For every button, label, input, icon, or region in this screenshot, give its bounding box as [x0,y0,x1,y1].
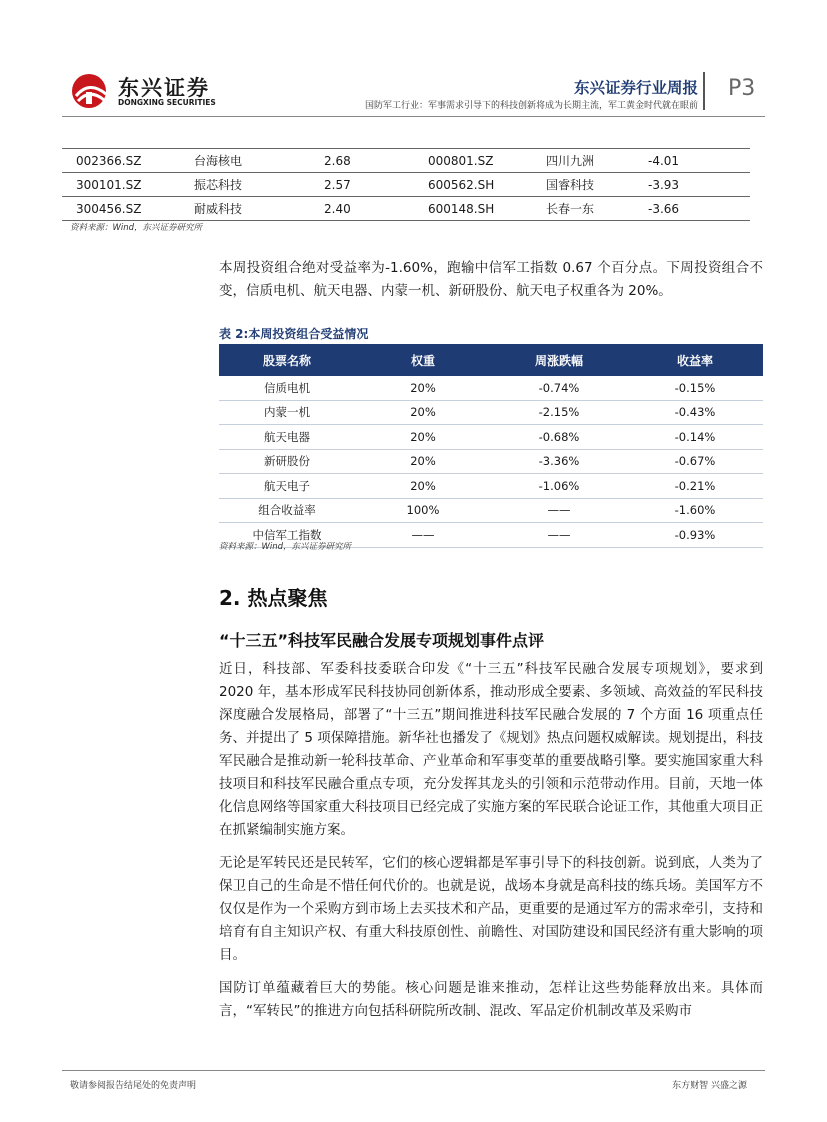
table-cell: -0.21% [627,474,763,499]
table-cell: -1.60% [627,498,763,523]
table-cell: 20% [355,376,491,400]
table-cell: -1.06% [491,474,627,499]
table-cell: 600562.SH [414,173,532,197]
table-cell: 航天电子 [219,474,355,499]
table-row [219,376,763,400]
table-cell: 2.57 [310,173,414,197]
table-cell: 新研股份 [219,449,355,474]
table-cell: 300456.SZ [62,197,180,221]
section-subtitle: “十三五”科技军民融合发展专项规划事件点评 [219,631,545,650]
table-cell: —— [491,523,627,548]
table-cell: -3.93 [634,173,750,197]
table-cell: -0.15% [627,376,763,400]
table-cell: -0.74% [491,376,627,400]
table-cell: 2.40 [310,197,414,221]
summary-paragraph [219,257,763,313]
table-cell: 台海核电 [180,149,310,173]
table-cell: -0.67% [627,449,763,474]
portfolio-table [219,344,763,548]
table-cell: 航天电器 [219,425,355,450]
body-paragraph: 国防订单蕴藏着巨大的势能。核心问题是谁来推动，怎样让这些势能释放出来。具体而言，“军转民”的推进方向包括科研院所改制、混改、军品定价机制改革及采购市 [219,980,763,1019]
table-cell: 600148.SH [414,197,532,221]
logo-chinese-name: 东兴证券 [118,76,210,100]
column-header: 股票名称 [219,344,355,376]
footer-slogan: 东方财智 兴盛之源 [672,1081,747,1091]
table-cell: -0.93% [627,523,763,548]
body-paragraph: 近日，科技部、军委科技委联合印发《“十三五”科技军民融合发展专项规划》，要求到 2020 年，基本形成军民科技协同创新体系，推动形成全要素、多领域、高效益的军民科技深度融合发展格局，部署了“十三五”期间推进科技军民融合发展的 7 个方面 16 项重点任务、并提出了 5 项保障措施。新华社也播发了《规划》热点问题权威解读。规划提出，科技军民融合是推动新一轮科技革命、产业革命和军事变革的重要战略引擎。要实施国家重大科技项目和科技军民融合重点专项，充分发挥其龙头的引领和示范带动作用。目前，天地一体化信息网络等国家重大科技项目已经完成了实施方案的军民联合论证工作，其他重大项目正在抓紧编制实施方案。 [219,661,763,838]
table-cell: —— [355,523,491,548]
table-cell: 2.68 [310,149,414,173]
section-title: 2. 热点聚焦 [219,586,328,610]
table-cell: 四川九洲 [532,149,634,173]
table-row [62,197,750,221]
table-cell: -0.68% [491,425,627,450]
table-row [219,425,763,450]
column-header: 周涨跌幅 [491,344,627,376]
table-cell: 002366.SZ [62,149,180,173]
table-cell: -0.43% [627,400,763,425]
table-cell: -0.14% [627,425,763,450]
table-cell: 300101.SZ [62,173,180,197]
top-table-source: 资料来源：Wind，东兴证券研究所 [70,223,203,233]
table-cell: 20% [355,474,491,499]
portfolio-table-source: 资料来源：Wind，东兴证券研究所 [219,542,352,552]
footer-rule [62,1070,765,1071]
table-cell: 长春一东 [532,197,634,221]
table-cell: 中信军工指数 [219,523,355,548]
table-cell: -3.66 [634,197,750,221]
report-title: 东兴证券行业周报 [573,79,698,97]
table-cell: -4.01 [634,149,750,173]
table-cell: 组合收益率 [219,498,355,523]
table-cell: -3.36% [491,449,627,474]
table-header-row [219,344,763,376]
page-number: P3 [728,76,756,101]
table-cell: 耐威科技 [180,197,310,221]
table-row [62,173,750,197]
header-rule [62,116,765,117]
table-cell: —— [491,498,627,523]
table-cell: 振芯科技 [180,173,310,197]
table-cell: 信质电机 [219,376,355,400]
header-divider [703,72,705,110]
body-paragraph: 无论是军转民还是民转军，它们的核心逻辑都是军事引导下的科技创新。说到底，人类为了保卫自己的生命是不惜任何代价的。也就是说，战场本身就是高科技的练兵场。美国军方不仅仅是作为一个采购方到市场上去买技术和产品，更重要的是通过军方的需求牵引，支持和培育有自主知识产权、有重大科技原创性、前瞻性、对国防建设和国民经济有重大影响的项目。 [219,855,763,963]
table-cell: 内蒙一机 [219,400,355,425]
table-cell: 20% [355,449,491,474]
table-row [62,149,750,173]
table-cell: -2.15% [491,400,627,425]
summary-text: 本周投资组合绝对受益率为-1.60%，跑输中信军工指数 0.67 个百分点。下周投资组合不变，信质电机、航天电器、内蒙一机、新研股份、航天电子权重各为 20%。 [219,260,763,299]
section-body [219,658,763,1033]
column-header: 权重 [355,344,491,376]
footer-disclaimer: 敬请参阅报告结尾处的免责声明 [70,1081,197,1091]
table-row [219,400,763,425]
table-cell: 20% [355,400,491,425]
table-cell: 000801.SZ [414,149,532,173]
report-subtitle: 国防军工行业：军事需求引导下的科技创新将成为长期主流，军工黄金时代就在眼前 [364,101,698,111]
company-logo-icon [70,72,114,110]
top-stock-table [62,148,750,221]
column-header: 收益率 [627,344,763,376]
table-row [219,449,763,474]
table-cell: 20% [355,425,491,450]
table-row [219,498,763,523]
table-row [219,474,763,499]
logo-english-name: DONGXING SECURITIES [118,98,216,107]
table-cell: 国睿科技 [532,173,634,197]
portfolio-table-caption: 表 2:本周投资组合受益情况 [219,327,369,341]
table-cell: 100% [355,498,491,523]
